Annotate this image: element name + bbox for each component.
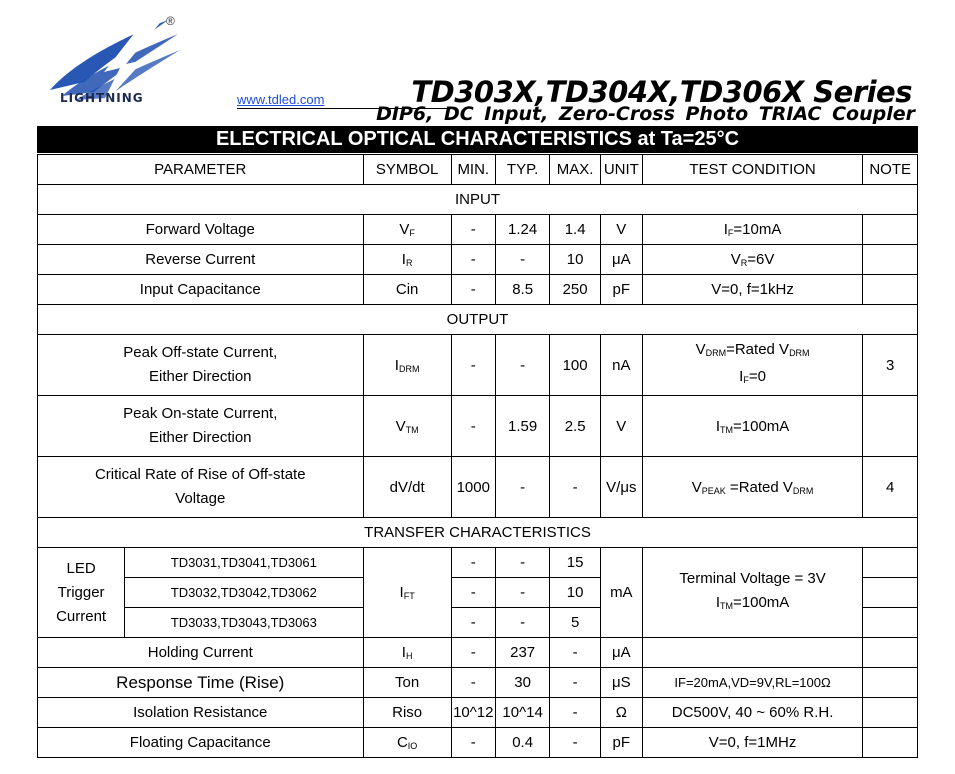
- param-cell: Response Time (Rise): [38, 668, 364, 698]
- note-cell: [863, 668, 918, 698]
- note-cell: [863, 608, 918, 638]
- model-cell: TD3032,TD3042,TD3062: [125, 578, 363, 608]
- symbol-cell: $I_{FT}$: [363, 548, 451, 638]
- typ-cell: -: [495, 578, 550, 608]
- unit-cell: μA: [600, 245, 642, 275]
- symbol-cell: Ton: [363, 668, 451, 698]
- registered-mark: ®: [166, 14, 175, 28]
- typ-cell: -: [495, 335, 550, 396]
- model-cell: TD3033,TD3043,TD3063: [125, 608, 363, 638]
- param-cell: Peak Off-state Current, Either Direction: [38, 335, 364, 396]
- max-cell: 10: [550, 245, 600, 275]
- table-row: [38, 335, 918, 396]
- unit-cell: μA: [600, 638, 642, 668]
- table-row: [38, 275, 918, 305]
- param-cell: Floating Capacitance: [38, 728, 364, 758]
- condition-cell: V=0, f=1MHz: [642, 728, 863, 758]
- unit-cell: Ω: [600, 698, 642, 728]
- param-cell: Peak On-state Current, Either Direction: [38, 396, 364, 457]
- unit-cell: nA: [600, 335, 642, 396]
- unit-cell: pF: [600, 728, 642, 758]
- note-cell: 3: [863, 335, 918, 396]
- condition-cell: $V_{PEAK}$ =Rated $V_{DRM}$: [642, 457, 863, 518]
- typ-cell: 8.5: [495, 275, 550, 305]
- param-cell: Input Capacitance: [38, 275, 364, 305]
- website-link[interactable]: www.tdled.com: [237, 92, 325, 107]
- min-cell: -: [451, 335, 495, 396]
- table-row: [38, 668, 918, 698]
- section-input: INPUT: [38, 185, 918, 215]
- note-cell: [863, 245, 918, 275]
- col-symbol: SYMBOL: [363, 155, 451, 185]
- brand-name: LIGHTNING: [60, 91, 144, 105]
- table-row: [38, 728, 918, 758]
- typ-cell: 0.4: [495, 728, 550, 758]
- note-cell: [863, 638, 918, 668]
- unit-cell: μS: [600, 668, 642, 698]
- table-row: [38, 215, 918, 245]
- header-row: [38, 155, 918, 185]
- max-cell: 10: [550, 578, 600, 608]
- typ-cell: -: [495, 548, 550, 578]
- unit-cell: V: [600, 215, 642, 245]
- series-title: TD303X,TD304X,TD306X Series: [411, 75, 912, 109]
- symbol-cell: $I_R$: [363, 245, 451, 275]
- max-cell: 15: [550, 548, 600, 578]
- table-row: [38, 396, 918, 457]
- min-cell: -: [451, 396, 495, 457]
- col-test-condition: TEST CONDITION: [642, 155, 863, 185]
- note-cell: 4: [863, 457, 918, 518]
- table-row: [38, 457, 918, 518]
- condition-cell: V=0, f=1kHz: [642, 275, 863, 305]
- min-cell: -: [451, 728, 495, 758]
- max-cell: -: [550, 728, 600, 758]
- typ-cell: 10^14: [495, 698, 550, 728]
- note-cell: [863, 698, 918, 728]
- col-parameter: PARAMETER: [38, 155, 364, 185]
- table-row: [38, 698, 918, 728]
- note-cell: [863, 728, 918, 758]
- symbol-cell: $V_{TM}$: [363, 396, 451, 457]
- col-typ: TYP.: [495, 155, 550, 185]
- condition-cell: $V_R=6V$: [642, 245, 863, 275]
- symbol-cell: $I_H$: [363, 638, 451, 668]
- typ-cell: -: [495, 245, 550, 275]
- condition-cell: DC500V, 40 ~ 60% R.H.: [642, 698, 863, 728]
- max-cell: -: [550, 698, 600, 728]
- symbol-cell: $C_{IO}$: [363, 728, 451, 758]
- min-cell: 10^12: [451, 698, 495, 728]
- max-cell: -: [550, 638, 600, 668]
- col-max: MAX.: [550, 155, 600, 185]
- min-cell: -: [451, 245, 495, 275]
- min-cell: -: [451, 275, 495, 305]
- max-cell: 1.4: [550, 215, 600, 245]
- min-cell: -: [451, 608, 495, 638]
- symbol-cell: $V_F$: [363, 215, 451, 245]
- condition-cell: $V_{DRM}=Rated$ $V_{DRM}$ $I_F=0$: [642, 335, 863, 396]
- min-cell: -: [451, 548, 495, 578]
- min-cell: -: [451, 578, 495, 608]
- unit-cell: mA: [600, 548, 642, 638]
- condition-cell: $I_{TM}=100mA$: [642, 396, 863, 457]
- min-cell: 1000: [451, 457, 495, 518]
- section-output: OUTPUT: [38, 305, 918, 335]
- electrical-characteristics-table: [37, 154, 918, 758]
- param-cell: Forward Voltage: [38, 215, 364, 245]
- min-cell: -: [451, 215, 495, 245]
- condition-cell: IF=20mA,VD=9V,RL=100Ω: [642, 668, 863, 698]
- table-row: [38, 638, 918, 668]
- col-note: NOTE: [863, 155, 918, 185]
- symbol-cell: $I_{DRM}$: [363, 335, 451, 396]
- param-cell: Reverse Current: [38, 245, 364, 275]
- min-cell: -: [451, 668, 495, 698]
- max-cell: 100: [550, 335, 600, 396]
- table-row: [38, 245, 918, 275]
- max-cell: -: [550, 668, 600, 698]
- symbol-cell: dV/dt: [363, 457, 451, 518]
- typ-cell: 30: [495, 668, 550, 698]
- typ-cell: 1.24: [495, 215, 550, 245]
- param-cell: Isolation Resistance: [38, 698, 364, 728]
- unit-cell: V: [600, 396, 642, 457]
- condition-cell: $I_F=10mA$: [642, 215, 863, 245]
- min-cell: -: [451, 638, 495, 668]
- note-cell: [863, 578, 918, 608]
- param-cell: Holding Current: [38, 638, 364, 668]
- product-subtitle: DIP6, DC Input, Zero-Cross Photo TRIAC Coupler: [376, 103, 915, 125]
- typ-cell: -: [495, 457, 550, 518]
- col-min: MIN.: [451, 155, 495, 185]
- typ-cell: -: [495, 608, 550, 638]
- note-cell: [863, 275, 918, 305]
- model-cell: TD3031,TD3041,TD3061: [125, 548, 363, 578]
- symbol-cell: Cin: [363, 275, 451, 305]
- section-transfer: TRANSFER CHARACTERISTICS: [38, 518, 918, 548]
- note-cell: [863, 215, 918, 245]
- led-trigger-label: LED Trigger Current: [38, 548, 125, 638]
- max-cell: 250: [550, 275, 600, 305]
- symbol-cell: Riso: [363, 698, 451, 728]
- max-cell: 2.5: [550, 396, 600, 457]
- condition-cell: Terminal Voltage = 3V $I_{TM}=100mA$: [642, 548, 863, 638]
- note-cell: [863, 548, 918, 578]
- typ-cell: 1.59: [495, 396, 550, 457]
- unit-cell: pF: [600, 275, 642, 305]
- condition-cell: [642, 638, 863, 668]
- unit-cell: V/μs: [600, 457, 642, 518]
- col-unit: UNIT: [600, 155, 642, 185]
- table-title: ELECTRICAL OPTICAL CHARACTERISTICS at Ta=25°C: [37, 126, 918, 153]
- max-cell: 5: [550, 608, 600, 638]
- note-cell: [863, 396, 918, 457]
- table-row: [38, 548, 918, 578]
- typ-cell: 237: [495, 638, 550, 668]
- param-cell: Critical Rate of Rise of Off-state Voltage: [38, 457, 364, 518]
- max-cell: -: [550, 457, 600, 518]
